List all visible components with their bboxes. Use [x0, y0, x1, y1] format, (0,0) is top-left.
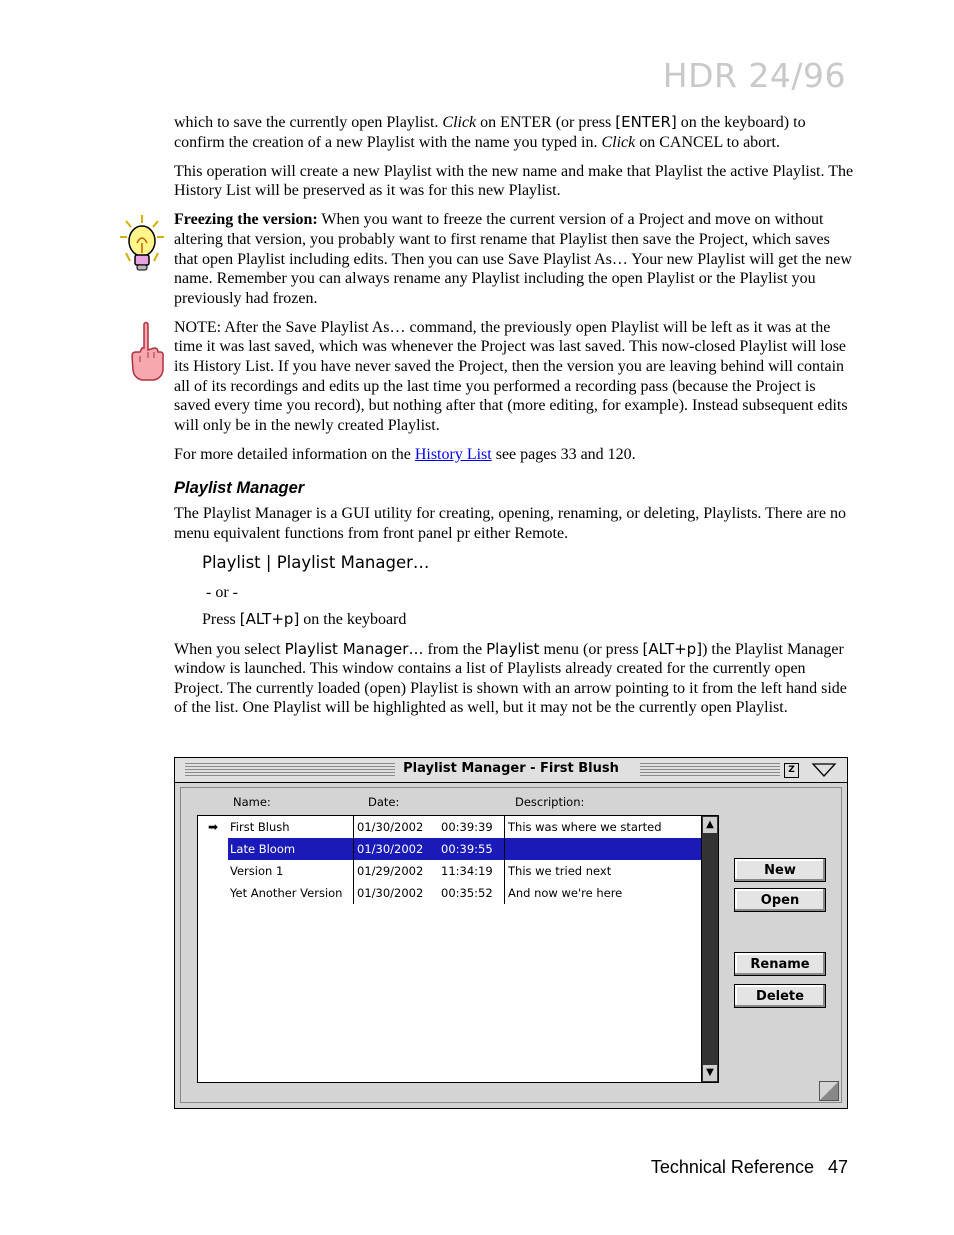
current-playlist-arrow-icon: ➡: [208, 820, 219, 834]
table-row[interactable]: [198, 860, 702, 882]
paragraph-note: NOTE: After the Save Playlist As… command, the previously open Playlist will be left as it was at the time it was last saved, which was whenever the Project was last saved. This now-closed Playlist will lose its History List. If you have never saved the Project, then the version you are leaving behind will contain all of its recordings and edits up the last time you performed a recording pass (because the Project is saved every time you record), but nothing after that (more editing, for example). Instead subsequent edits will only be in the newly created Playlist.: [174, 318, 848, 434]
column-header-name: Name:: [233, 795, 271, 809]
paragraph-freezing: [174, 210, 854, 308]
row-name: Late Bloom: [230, 842, 296, 856]
text: on CANCEL to abort.: [635, 133, 780, 151]
row-time: 00:39:39: [441, 820, 493, 834]
menu-name: Playlist: [486, 639, 540, 658]
row-name: Yet Another Version: [230, 886, 343, 900]
or-separator: - or -: [206, 583, 238, 601]
table-row[interactable]: [198, 816, 702, 838]
page-footer: [651, 1157, 848, 1178]
row-time: 00:35:52: [441, 886, 493, 900]
text: on the keyboard) to confirm the creation of a new Playlist with the name you typed in.: [174, 114, 806, 151]
column-divider: [504, 816, 505, 904]
column-divider: [353, 816, 354, 904]
zoom-icon[interactable]: Z: [784, 763, 799, 778]
row-date: 01/30/2002: [357, 842, 424, 856]
section-heading: Playlist Manager: [174, 478, 305, 497]
menu-path: Playlist | Playlist Manager…: [202, 553, 430, 573]
lightbulb-tip-icon: [118, 213, 166, 275]
page-number: 47: [827, 1157, 848, 1177]
text: ) the Playlist Manager window is launched. This window contains a list of Playlists already created for the currently open Project. The currently loaded (open) Playlist is shown with an arrow pointing to it from the left hand side of the list. One Playlist will be highlighted as well, but it may not be the currently open Playlist.: [174, 640, 847, 717]
rename-button[interactable]: Rename: [734, 952, 826, 976]
text: on ENTER (or press: [476, 114, 616, 131]
keyboard-key: [ALT+p]: [642, 639, 703, 658]
row-date: 01/29/2002: [357, 864, 424, 878]
row-description: This was where we started: [508, 820, 662, 834]
scroll-up-arrow-icon[interactable]: ▲: [703, 817, 717, 833]
list-scrollbar[interactable]: [701, 815, 719, 1083]
row-name: First Blush: [230, 820, 290, 834]
text: When you want to freeze the current version of a Project and move on without altering that version, you probably want to first rename that Playlist then save the Project, which saves that open Playlist including edits. Then you can use Save Playlist As… Your new Playlist will get the new name. Remember you can always rename any Playlist including the open Playlist or the Playlist you previously had frozen.: [174, 211, 852, 307]
playlist-manager-window: [174, 757, 848, 1109]
footer-section: Technical Reference: [650, 1157, 814, 1177]
row-date: 01/30/2002: [357, 820, 424, 834]
resize-grip-icon[interactable]: [819, 1081, 839, 1101]
table-row[interactable]: [198, 882, 702, 904]
window-titlebar[interactable]: [175, 758, 847, 783]
window-title: Playlist Manager - First Blush: [395, 761, 627, 776]
raised-finger-note-icon: [128, 320, 166, 382]
window-title-wrap: [175, 761, 847, 776]
document-body: [174, 113, 854, 727]
paragraph-intro: The Playlist Manager is a GUI utility for creating, opening, renaming, or deleting, Playlists. There are no menu equivalent functions from front panel pr either Remote.: [174, 505, 846, 542]
text: Click: [601, 133, 636, 151]
new-button[interactable]: New: [734, 858, 826, 882]
keyboard-key: [ALT+p]: [239, 610, 300, 629]
text: on the keyboard: [299, 611, 407, 629]
text: Press: [202, 611, 240, 629]
open-button[interactable]: Open: [734, 888, 826, 912]
text: Click: [442, 114, 477, 131]
scroll-down-arrow-icon[interactable]: ▼: [703, 1065, 717, 1081]
delete-button[interactable]: Delete: [734, 984, 826, 1008]
row-description: This we tried next: [508, 864, 612, 878]
bold-lead: Freezing the version:: [174, 211, 318, 229]
row-name: Version 1: [230, 864, 284, 878]
menu-command: Playlist Manager…: [284, 639, 424, 658]
text: When you select: [174, 640, 285, 658]
row-time: 00:39:55: [441, 842, 493, 856]
row-time: 11:34:19: [441, 864, 493, 878]
paragraph-more-info: [174, 445, 854, 465]
keyboard-key: [ENTER]: [615, 113, 677, 131]
collapse-triangle-icon[interactable]: [811, 763, 837, 777]
row-description: And now we're here: [508, 886, 623, 900]
history-list-link[interactable]: History List: [414, 445, 492, 463]
paragraph-enter: [174, 113, 854, 152]
table-row-selected[interactable]: [228, 838, 702, 860]
row-date: 01/30/2002: [357, 886, 424, 900]
playlist-list[interactable]: [197, 815, 703, 1083]
paragraph-operation: This operation will create a new Playlist with the new name and make that Playlist the active Playlist. The History List will be preserved as it was for this new Playlist.: [174, 162, 854, 200]
text: menu (or press: [539, 640, 643, 658]
text: which to save the currently open Playlist.: [174, 114, 443, 131]
paragraph-press: [202, 610, 854, 630]
paragraph-description: [174, 640, 854, 718]
text: from the: [423, 640, 487, 658]
column-header-date: Date:: [368, 795, 400, 809]
column-header-description: Description:: [515, 795, 585, 809]
text: see pages 33 and 120.: [491, 445, 636, 463]
product-header: HDR 24/96: [662, 56, 846, 95]
text: For more detailed information on the: [174, 445, 415, 463]
